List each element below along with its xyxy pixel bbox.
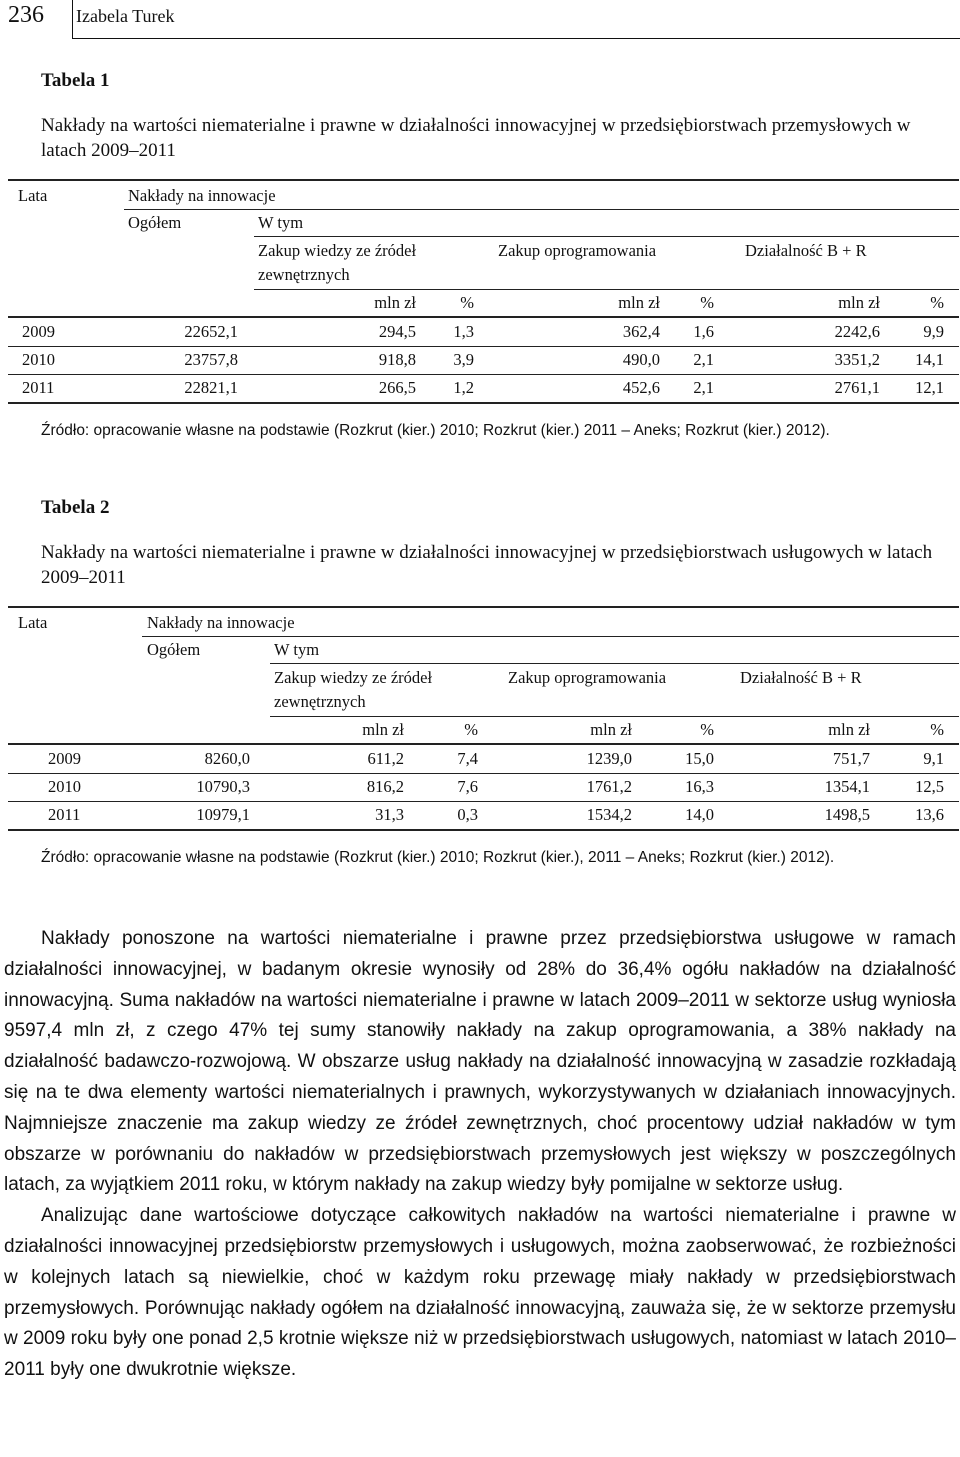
table-cell: 2242,6 [834, 322, 880, 341]
table-cell: 15,0 [685, 749, 714, 768]
table1-row-rule [8, 374, 959, 375]
table1-unit: % [460, 293, 474, 312]
table2-rule-naklady [142, 636, 959, 637]
table2-col-zakup-wiedzy-2: zewnętrznych [274, 692, 366, 711]
table2-caption: Nakłady na wartości niematerialne i prawne w działalności innowacyjnej w przedsiębiorstwach usługowych w latach 2009–2011 [41, 542, 933, 588]
table-cell: 1354,1 [824, 777, 870, 796]
table1-col-ogolem: Ogółem [128, 213, 182, 232]
table2-bottom-rule [8, 829, 959, 831]
paragraph: Nakłady ponoszone na wartości niematerialne i prawne przez przedsiębiorstwa usługowe w ramach działalności innowacyjnej, w badanym okresie wynosiły od 28% do 36,4% ogółu nakładów na działalność innowacyjną. Suma nakładów na wartości niematerialne i prawne w latach 2009–2011 w sektorze usług wyniosła 9597,4 mln zł, z czego 47% tej sumy stanowiły nakłady na zakup oprogramowania, a 38% nakłady na działalność badawczo-rozwojową. W obszarze usług nakłady na działalność innowacyjną w zasadzie rozkładają się na te dwa elementy wartości niematerialnych i prawnych, wykorzystywanych w działaniach innowacyjnych. Najmniejsze znaczenie ma zakup wiedzy ze źródeł zewnętrznych, choć procentowy udział nakładów w tym obszarze w porównaniu do nakładów w przedsiębiorstwach przemysłowych jest większy w poszczególnych latach, za wyjątkiem 2011 roku, w którym nakłady na zakup wiedzy były pomijalne w sektorze usług. [4, 928, 956, 1196]
table2-row-rule [8, 773, 959, 774]
table1-header-bottom-rule [8, 316, 959, 318]
table1-col-zakup-wiedzy: Zakup wiedzy ze źródeł [258, 241, 417, 260]
table1-col-naklady: Nakłady na innowacje [128, 186, 276, 205]
table-cell: 14,0 [685, 805, 714, 824]
table1-label: Tabela 1 [41, 70, 110, 91]
table-cell: 362,4 [622, 322, 660, 341]
table-cell: 12,5 [915, 777, 944, 796]
table-cell: 10790,3 [196, 777, 250, 796]
table2-source: Źródło: opracowanie własne na podstawie (Rozkrut (kier.) 2010; Rozkrut (kier.), 2011 – Aneks; Rozkrut (kier.) 2012). [41, 849, 835, 866]
header-divider [72, 0, 73, 38]
table2-unit: % [930, 720, 944, 739]
table-cell: 1,3 [453, 322, 474, 341]
table1-rule-naklady [124, 209, 959, 210]
table2-col-zakup-oprog: Zakup oprogramowania [508, 668, 667, 687]
table-cell-year: 2011 [48, 805, 81, 824]
table2-unit: % [700, 720, 714, 739]
header-rule [72, 38, 960, 39]
table1-source: Źródło: opracowanie własne na podstawie (Rozkrut (kier.) 2010; Rozkrut (kier.) 2011 – Aneks; Rozkrut (kier.) 2012). [41, 422, 830, 439]
table2-col-ogolem: Ogółem [147, 640, 201, 659]
table-cell: 14,1 [915, 350, 944, 369]
table1-col-wtym: W tym [258, 213, 304, 232]
table2-rule-units [270, 716, 959, 717]
table-cell-year: 2009 [48, 749, 81, 768]
table-cell: 9,9 [923, 322, 944, 341]
table-cell: 2761,1 [834, 378, 880, 397]
table-cell: 23757,8 [184, 350, 238, 369]
table1-col-zakup-wiedzy-2: zewnętrznych [258, 265, 350, 284]
table-cell: 3,9 [453, 350, 474, 369]
table-cell: 611,2 [367, 749, 404, 768]
table-cell: 266,5 [378, 378, 416, 397]
table-cell-year: 2010 [22, 350, 55, 369]
table-cell: 16,3 [685, 777, 714, 796]
table-cell: 3351,2 [834, 350, 880, 369]
table1-col-bir: Działalność B + R [745, 241, 867, 260]
table-cell-year: 2009 [22, 322, 55, 341]
table-cell: 9,1 [923, 749, 944, 768]
table-cell: 1,2 [453, 378, 474, 397]
table2-row-rule [8, 801, 959, 802]
table-cell: 22652,1 [184, 322, 238, 341]
table2-col-bir: Działalność B + R [740, 668, 862, 687]
table1-col-lata: Lata [18, 186, 48, 205]
table-cell-year: 2011 [22, 378, 55, 397]
table2-col-naklady: Nakłady na innowacje [147, 613, 295, 632]
table1-rule-units [254, 289, 959, 290]
table-cell: 31,3 [375, 805, 404, 824]
body-text [4, 924, 956, 1386]
table-cell: 2,1 [693, 378, 714, 397]
table2-label: Tabela 2 [41, 497, 110, 518]
table-cell: 12,1 [915, 378, 944, 397]
running-head-author: Izabela Turek [76, 6, 175, 26]
paragraph: Analizując dane wartościowe dotyczące całkowitych nakładów na wartości niematerialne i prawne w działalności innowacyjnej przedsiębiorstw przemysłowych i usługowych, można zaobserwować, że rozbieżności w kolejnych latach są niewielkie, choć w każdym roku przewagę miały nakłady w przedsiębiorstwach przemysłowych. Porównując nakłady ogółem na działalność innowacyjną, zauważa się, że w sektorze przemysłu w 2009 roku były one ponad 2,5 krotnie większe niż w przedsiębiorstwach usługowych, natomiast w latach 2010–2011 były one dwukrotnie większe. [4, 1205, 956, 1381]
table1-bottom-rule [8, 402, 959, 404]
table-cell-year: 2010 [48, 777, 81, 796]
table-cell: 10979,1 [196, 805, 250, 824]
table2-col-zakup-wiedzy: Zakup wiedzy ze źródeł [274, 668, 433, 687]
table-cell: 8260,0 [204, 749, 250, 768]
table-cell: 1,6 [693, 322, 714, 341]
table-cell: 1761,2 [586, 777, 632, 796]
table2-unit: mln zł [590, 720, 632, 739]
table-cell: 7,4 [457, 749, 478, 768]
table1-top-rule [8, 179, 959, 181]
table-cell: 816,2 [366, 777, 404, 796]
table1-caption: Nakłady na wartości niematerialne i prawne w działalności innowacyjnej w przedsiębiorstwach przemysłowych w latach 2009–2011 [41, 115, 911, 161]
table1-unit: mln zł [838, 293, 880, 312]
table-cell: 7,6 [457, 777, 478, 796]
table-cell: 22821,1 [184, 378, 238, 397]
table2-top-rule [8, 606, 959, 608]
table1-rule-wtym [254, 236, 959, 237]
table-cell: 2,1 [693, 350, 714, 369]
table2-rule-wtym [270, 663, 959, 664]
table1-unit: mln zł [374, 293, 416, 312]
table1-unit: mln zł [618, 293, 660, 312]
table-cell: 294,5 [378, 322, 416, 341]
table-cell: 1239,0 [586, 749, 632, 768]
table1-row-rule [8, 346, 959, 347]
table-cell: 452,6 [622, 378, 660, 397]
table-cell: 13,6 [915, 805, 944, 824]
page-number: 236 [8, 2, 44, 28]
table1-unit: % [700, 293, 714, 312]
table-cell: 490,0 [622, 350, 660, 369]
table-cell: 1534,2 [586, 805, 632, 824]
table-cell: 0,3 [457, 805, 478, 824]
table2-unit: mln zł [828, 720, 870, 739]
table1-col-zakup-oprog: Zakup oprogramowania [498, 241, 657, 260]
table2-col-wtym: W tym [274, 640, 320, 659]
table1-unit: % [930, 293, 944, 312]
table2-unit: % [464, 720, 478, 739]
table2-col-lata: Lata [18, 613, 48, 632]
table2-unit: mln zł [362, 720, 404, 739]
table-cell: 1498,5 [824, 805, 870, 824]
table-cell: 918,8 [378, 350, 416, 369]
table-cell: 751,7 [832, 749, 870, 768]
table2-header-bottom-rule [8, 743, 959, 745]
